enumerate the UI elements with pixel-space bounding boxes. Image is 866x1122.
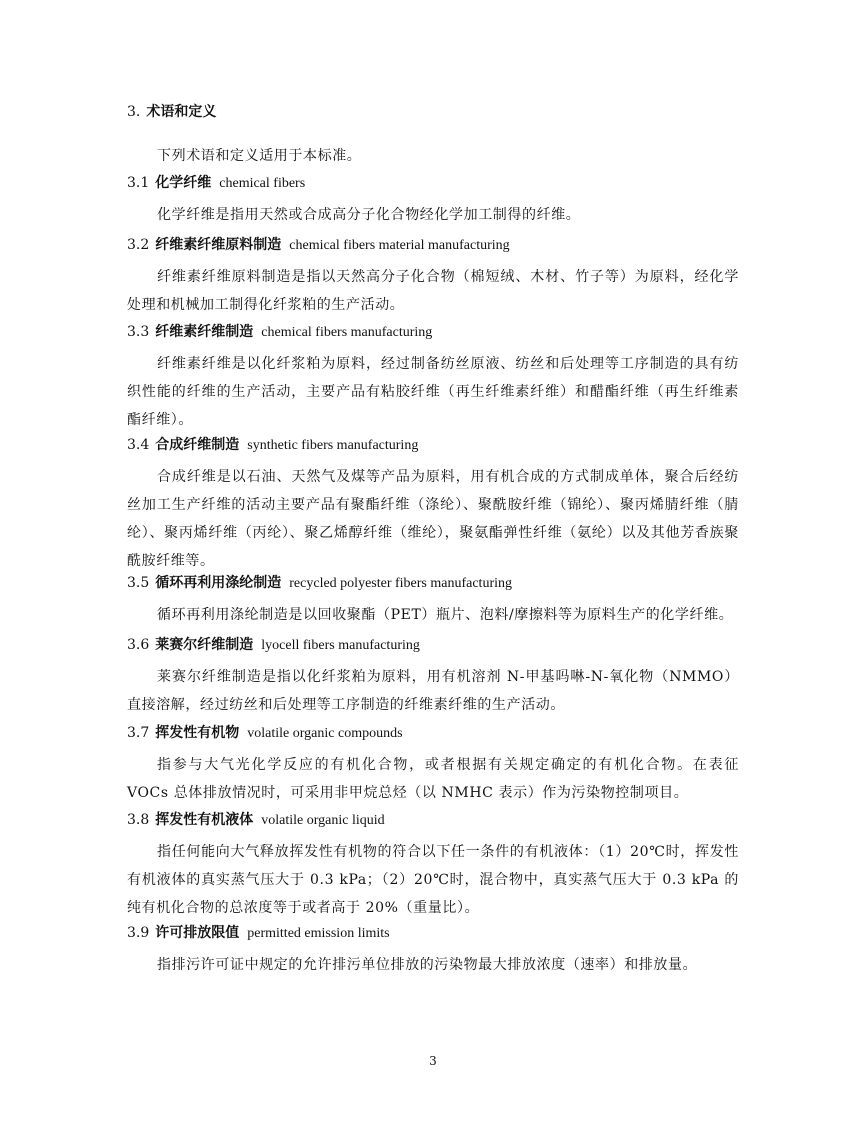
term-heading — [127, 236, 510, 255]
term-heading — [127, 724, 403, 743]
term-definition: 纤维素纤维原料制造是指以天然高分子化合物（棉短绒、木材、竹子等）为原料，经化学处理和机械加工制得化纤浆粕的生产活动。 — [127, 269, 739, 313]
term-number: 3.5 — [127, 575, 150, 591]
term-definition: 莱赛尔纤维制造是指以化纤浆粕为原料，用有机溶剂 N-甲基吗啉-N-氧化物（NMMO）直接溶解，经过纺丝和后处理等工序制造的纤维素纤维的生产活动。 — [127, 669, 739, 713]
term-name-en: permitted emission limits — [247, 926, 390, 941]
term-number: 3.4 — [127, 437, 150, 453]
term-name-en: volatile organic compounds — [247, 726, 403, 741]
term-definition: 合成纤维是以石油、天然气及煤等产品为原料，用有机合成的方式制成单体，聚合后经纺丝加工生产纤维的活动主要产品有聚酯纤维（涤纶）、聚酰胺纤维（锦纶）、聚丙烯腈纤维（腈纶）、聚丙烯纤维（丙纶）、聚乙烯醇纤维（维纶），聚氨酯弹性纤维（氨纶）以及其他芳香族聚酰胺纤维等。 — [127, 469, 739, 569]
term-definition: 指排污许可证中规定的允许排污单位排放的污染物最大排放浓度（速率）和排放量。 — [157, 957, 698, 973]
term-heading — [127, 174, 305, 193]
term-heading — [127, 636, 420, 655]
page-number: 3 — [429, 1054, 437, 1068]
term-heading — [127, 811, 385, 830]
term-number: 3.2 — [127, 237, 150, 253]
term-name-en: synthetic fibers manufacturing — [247, 438, 419, 453]
term-number: 3.6 — [127, 637, 150, 653]
term-name-cn: 纤维素纤维制造 — [155, 324, 254, 340]
term-name-en: chemical fibers material manufacturing — [289, 238, 510, 253]
term-name-cn: 循环再利用涤纶制造 — [155, 575, 282, 591]
term-number: 3.7 — [127, 725, 150, 741]
term-name-cn: 许可排放限值 — [155, 925, 240, 941]
term-number: 3.8 — [127, 812, 150, 828]
term-number: 3.3 — [127, 324, 150, 340]
term-definition: 指参与大气光化学反应的有机化合物，或者根据有关规定确定的有机化合物。在表征 VOCs 总体排放情况时，可采用非甲烷总烃（以 NMHC 表示）作为污染物控制项目。 — [127, 757, 739, 801]
term-name-en: recycled polyester fibers manufacturing — [289, 576, 513, 591]
term-name-cn: 化学纤维 — [155, 175, 212, 191]
term-heading — [127, 436, 418, 455]
term-heading — [127, 924, 390, 943]
section-number: 3. — [127, 104, 141, 120]
term-name-cn: 挥发性有机物 — [155, 725, 240, 741]
term-definition: 纤维素纤维是以化纤浆粕为原料，经过制备纺丝原液、纺丝和后处理等工序制造的具有纺织性能的纤维的生产活动，主要产品有粘胶纤维（再生纤维素纤维）和醋酯纤维（再生纤维素酯纤维）。 — [127, 356, 739, 428]
intro-paragraph: 下列术语和定义适用于本标准。 — [157, 148, 362, 164]
term-name-cn: 纤维素纤维原料制造 — [155, 237, 282, 253]
term-heading — [127, 323, 432, 342]
term-heading — [127, 574, 512, 593]
term-name-en: chemical fibers — [219, 176, 306, 191]
term-name-en: volatile organic liquid — [261, 813, 385, 828]
term-name-cn: 莱赛尔纤维制造 — [155, 637, 254, 653]
term-name-cn: 合成纤维制造 — [155, 437, 240, 453]
term-number: 3.1 — [127, 175, 150, 191]
term-definition: 化学纤维是指用天然或合成高分子化合物经化学加工制得的纤维。 — [157, 207, 581, 223]
term-name-cn: 挥发性有机液体 — [155, 812, 254, 828]
term-definition: 指任何能向大气释放挥发性有机物的符合以下任一条件的有机液体：（1）20℃时，挥发性有机液体的真实蒸气压大于 0.3 kPa；（2）20℃时，混合物中，真实蒸气压大于 0.3 kPa 的纯有机化合物的总浓度等于或者高于 20%（重量比）。 — [127, 844, 739, 916]
term-number: 3.9 — [127, 925, 150, 941]
section-title: 术语和定义 — [146, 104, 217, 120]
term-name-en: chemical fibers manufacturing — [261, 325, 433, 340]
term-definition: 循环再利用涤纶制造是以回收聚酯（PET）瓶片、泡料/摩擦料等为原料生产的化学纤维。 — [157, 607, 734, 623]
term-name-en: lyocell fibers manufacturing — [261, 638, 420, 653]
section-heading — [127, 103, 224, 121]
